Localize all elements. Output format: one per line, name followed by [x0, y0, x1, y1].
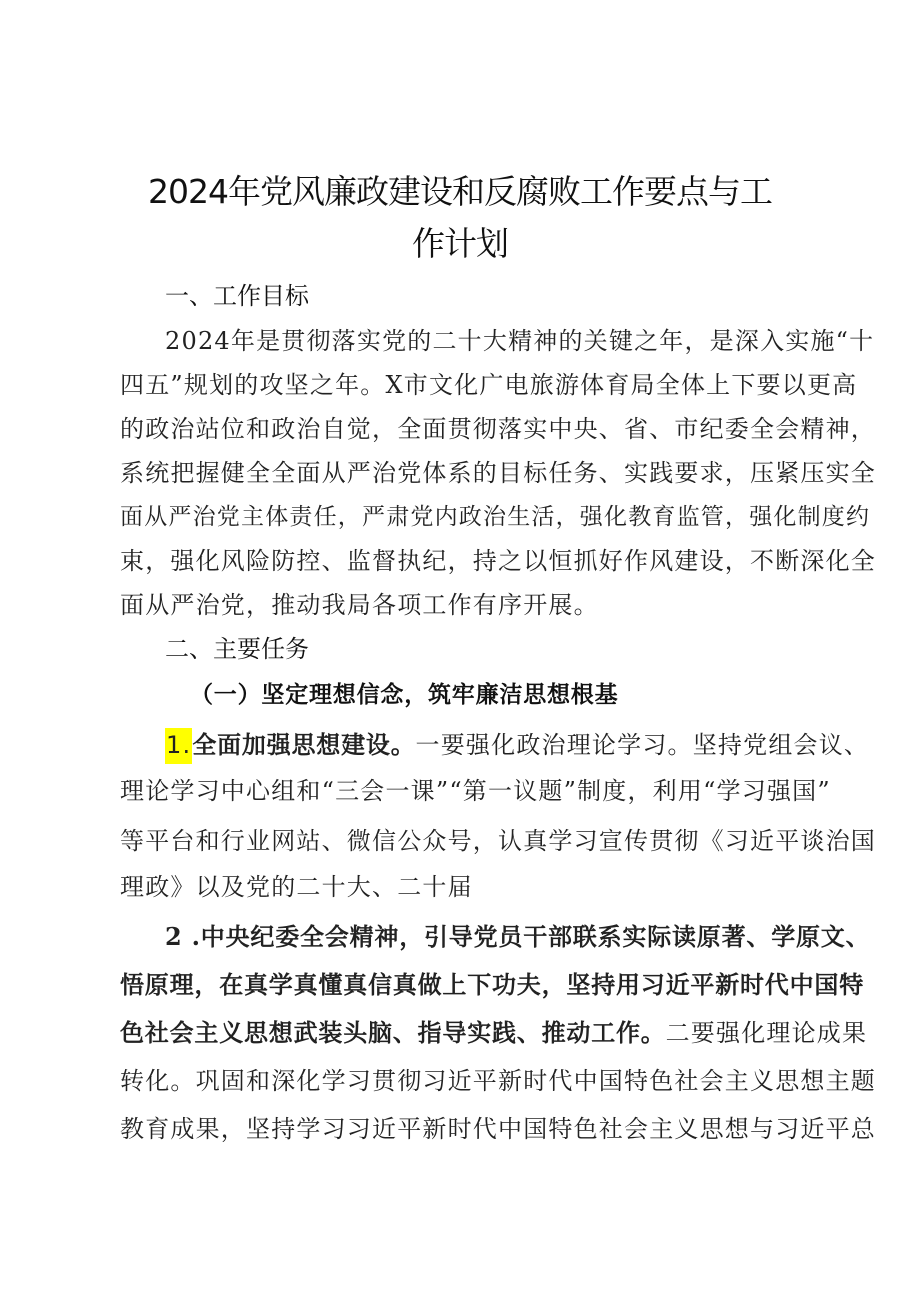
- item-2-line-3: [120, 1018, 867, 1048]
- paragraph-line: 面从严治党主体责任，严肃党内政治生活，强化教育监管，强化制度约: [120, 504, 871, 530]
- paragraph-line: 理政》以及党的二十大、二十届: [120, 873, 473, 901]
- paragraph-line-bold: 2 .中央纪委全会精神，引导党员干部联系实际读原著、学原文、: [165, 922, 871, 951]
- document-title-line-1: 2024年党风廉政建设和反腐败工作要点与工: [148, 172, 772, 211]
- document-title-line-2: 作计划: [412, 224, 508, 263]
- paragraph-line: 理论学习中心组和“三会一课”“第一议题”制度，利用“学习强国”: [120, 777, 831, 805]
- subsection-heading: （一）坚定理想信念，筑牢廉洁思想根基: [190, 681, 619, 708]
- item-number-highlight: 1.: [165, 728, 192, 764]
- section-heading-work-goals: 一、工作目标: [165, 282, 309, 310]
- paragraph-line: 2024年是贯彻落实党的二十大精神的关键之年，是深入实施“十: [165, 327, 875, 355]
- paragraph-line: 束，强化风险防控、监督执纪，持之以恒抓好作风建设，不断深化全: [120, 547, 876, 575]
- paragraph-line: 面从严治党，推动我局各项工作有序开展。: [120, 591, 599, 619]
- item-1-bold-heading: 全面加强思想建设。: [192, 730, 416, 759]
- paragraph-line: 转化。巩固和深化学习贯彻习近平新时代中国特色社会主义思想主题: [120, 1067, 876, 1095]
- item-1-text: 一要强化政治理论学习。坚持党组会议、: [415, 731, 870, 759]
- paragraph-line: 的政治站位和政治自觉，全面贯彻落实中央、省、市纪委全会精神，: [120, 415, 876, 443]
- section-heading-main-tasks: 二、主要任务: [165, 635, 309, 663]
- item-2-bold-text: 色社会主义思想武装头脑、指导实践、推动工作。: [120, 1018, 666, 1047]
- item-2-text: 二要强化理论成果: [665, 1019, 868, 1047]
- paragraph-line: 等平台和行业网站、微信公众号，认真学习宣传贯彻《习近平谈治国: [120, 827, 876, 855]
- paragraph-line: 系统把握健全全面从严治党体系的目标任务、实践要求，压紧压实全: [120, 459, 876, 487]
- paragraph-line-bold: 悟原理，在真学真懂真信真做上下功夫，坚持用习近平新时代中国特: [120, 970, 864, 999]
- item-1-line: [165, 730, 869, 760]
- paragraph-line: 教育成果，坚持学习习近平新时代中国特色社会主义思想与习近平总: [120, 1115, 876, 1143]
- paragraph-line: 四五”规划的攻坚之年。X市文化广电旅游体育局全体上下要以更高: [120, 371, 858, 399]
